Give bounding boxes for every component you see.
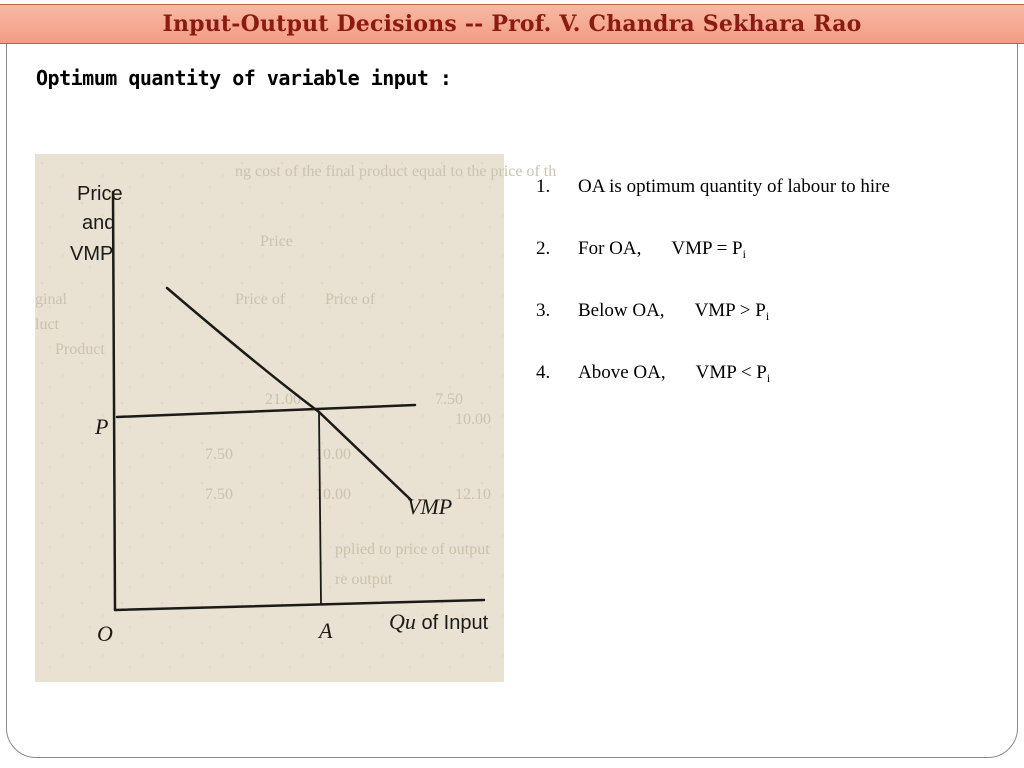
svg-text:7.50: 7.50 xyxy=(205,486,233,503)
decision-rules-list xyxy=(536,176,1006,424)
list-number: 2. xyxy=(536,238,551,259)
relation-text: VMP = P xyxy=(671,238,743,259)
svg-text:12.10: 12.10 xyxy=(455,486,491,503)
svg-text:ginal: ginal xyxy=(35,291,67,308)
slide-title: Input-Output Decisions -- Prof. V. Chandra Sekhara Rao xyxy=(162,11,862,37)
svg-text:pplied to price of output: pplied to price of output xyxy=(335,541,490,558)
svg-text:10.00: 10.00 xyxy=(455,411,491,428)
list-relation xyxy=(671,238,746,262)
svg-text:21.00: 21.00 xyxy=(265,391,301,408)
relation-text: VMP < P xyxy=(695,362,767,383)
svg-text:10.00: 10.00 xyxy=(315,446,351,463)
list-item xyxy=(536,362,1006,424)
origin-label: O xyxy=(97,621,113,646)
svg-text:7.50: 7.50 xyxy=(205,446,233,463)
svg-text:Price of: Price of xyxy=(235,291,286,308)
relation-text: VMP > P xyxy=(694,300,766,321)
list-item xyxy=(536,238,1006,300)
list-relation xyxy=(695,300,770,324)
vmp-diagram xyxy=(35,154,557,682)
svg-text:Product: Product xyxy=(55,341,105,358)
x-axis-label xyxy=(389,609,489,634)
list-item xyxy=(536,176,1006,238)
relation-subscript: i xyxy=(742,247,746,261)
list-number: 3. xyxy=(536,300,551,321)
x-axis-label-rest: of Input xyxy=(415,612,489,634)
list-number: 1. xyxy=(536,176,551,197)
list-item xyxy=(536,300,1006,362)
title-bar xyxy=(0,4,1024,44)
list-number: 4. xyxy=(536,362,551,383)
y-axis-label-line-1: Price xyxy=(77,183,123,205)
vmp-curve-label: VMP xyxy=(407,494,453,519)
y-axis-label-line-2: and xyxy=(82,212,116,234)
relation-subscript: i xyxy=(765,309,770,323)
svg-text:ng cost of the final product e: ng cost of the final product equal to the price of th xyxy=(235,163,557,180)
vmp-diagram-svg xyxy=(35,154,557,682)
list-label: For OA, xyxy=(578,238,642,259)
list-text: OA is optimum quantity of labour to hire xyxy=(578,176,890,197)
y-axis-label-line-3: VMP xyxy=(70,243,114,265)
svg-text:Price of: Price of xyxy=(325,291,376,308)
list-relation xyxy=(696,362,771,386)
svg-text:7.50: 7.50 xyxy=(435,391,463,408)
svg-text:luct: luct xyxy=(35,316,59,333)
svg-text:Price: Price xyxy=(260,233,293,250)
price-label: P xyxy=(95,414,109,439)
svg-text:re output: re output xyxy=(335,571,393,588)
a-label: A xyxy=(319,618,333,643)
svg-text:10.00: 10.00 xyxy=(315,486,351,503)
slide-subtitle: Optimum quantity of variable input : xyxy=(36,66,452,90)
x-axis-label-italic: Qu xyxy=(389,609,416,634)
list-label: Below OA, xyxy=(578,300,665,321)
relation-subscript: i xyxy=(766,371,771,385)
list-label: Above OA, xyxy=(578,362,666,383)
